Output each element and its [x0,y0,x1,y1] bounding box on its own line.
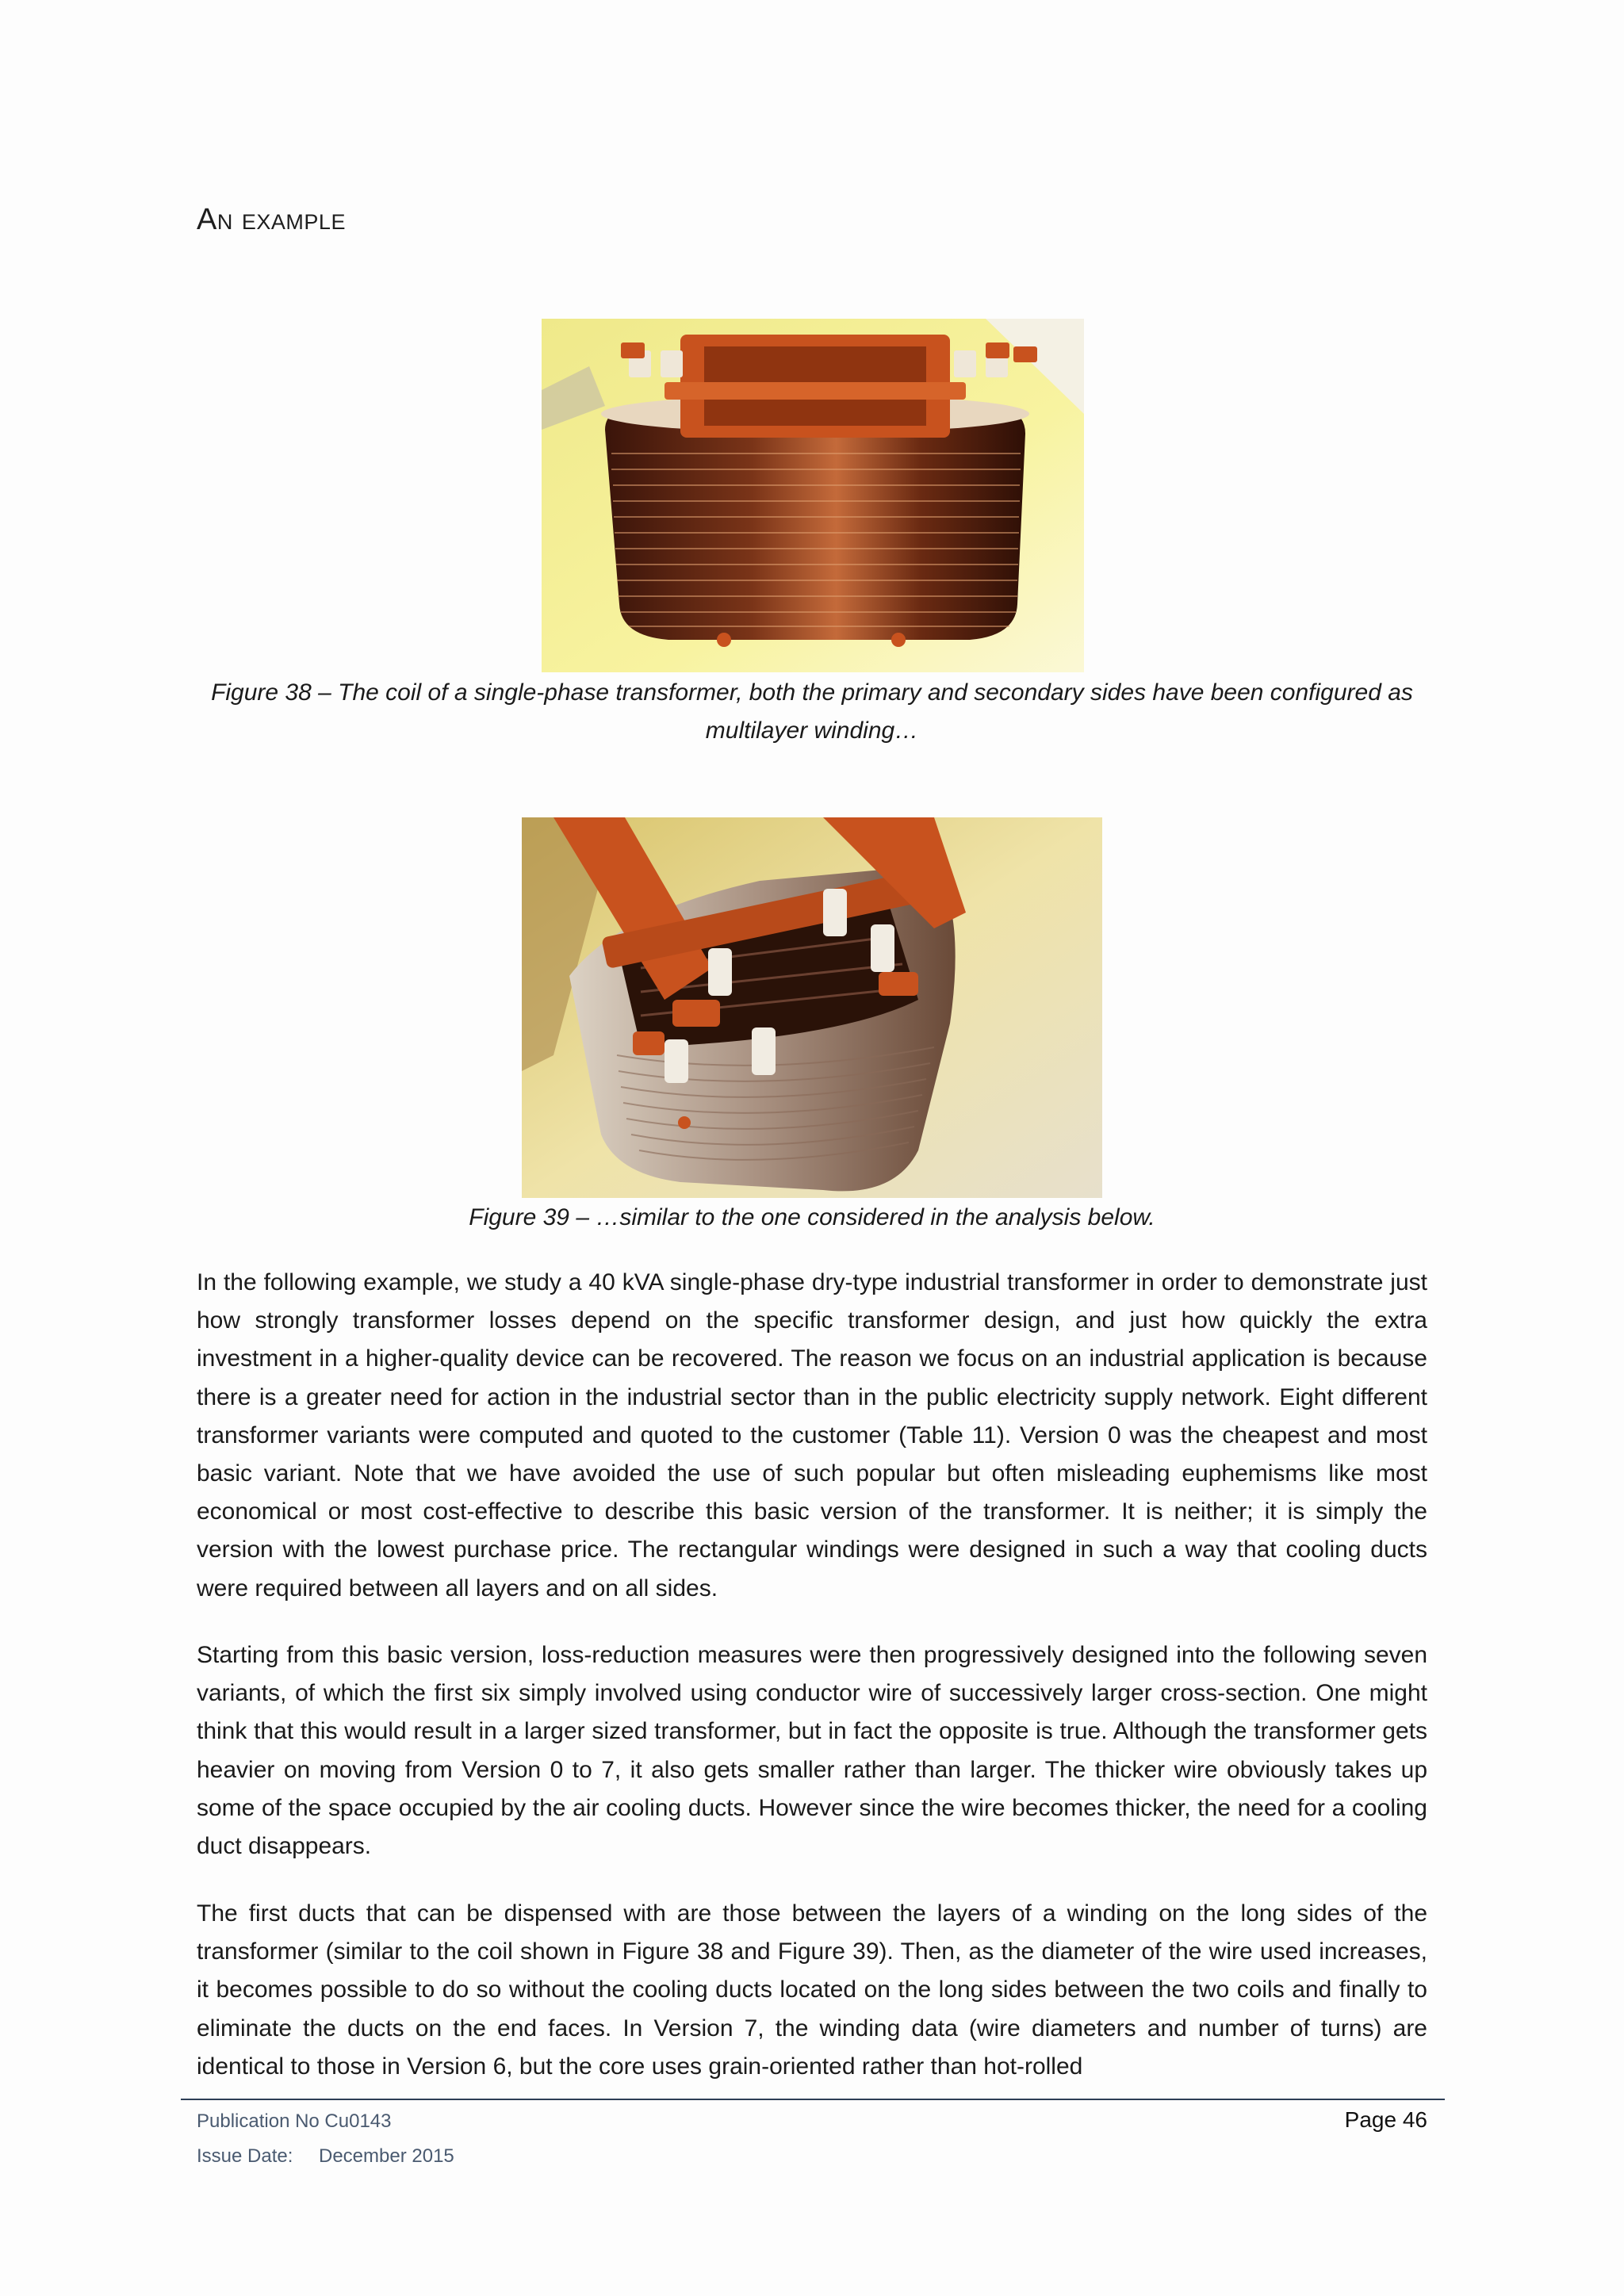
section-heading: An example [197,203,346,236]
transformer-coil-photo [542,319,1084,672]
publication-number: Publication No Cu0143 [197,2110,392,2132]
figure-38-photo [542,319,1084,672]
issue-date-value: December 2015 [319,2145,454,2167]
transformer-coil-closeup-photo [522,817,1102,1198]
figure-39-photo [522,817,1102,1198]
page-number: Page 46 [1344,2107,1427,2132]
figure-38-caption: Figure 38 – The coil of a single-phase transformer, both the primary and secondary sides have been configured as multilayer winding… [211,679,1413,744]
figure-39-caption: Figure 39 – …similar to the one considered in the analysis below. [469,1204,1155,1230]
body-paragraph-2: Starting from this basic version, loss-reduction measures were then progressively designed into the following seven variants, of which the first six simply involved using conductor wire of successively larger cross-section. One might think that this would result in a larger sized transformer, but in fact the opposite is true. Although the transformer gets heavier on moving from Version 0 to 7, it also gets smaller rather than larger. The thicker wire obviously takes up some of the space occupied by the air cooling ducts. However since the wire becomes thicker, the need for a cooling duct disappears. [197,1642,1427,1860]
footer-rule [181,2099,1445,2100]
body-paragraph-3: The first ducts that can be dispensed with are those between the layers of a winding on the long sides of the transformer (similar to the coil shown in Figure 38 and Figure 39). Then, as the diameter of the wire used increases, it becomes possible to do so without the cooling ducts located on the long sides between the two coils and finally to eliminate the ducts on the end faces. In Version 7, the winding data (wire diameters and number of turns) are identical to those in Version 6, but the core uses grain-oriented rather than hot-rolled [197,1900,1427,2080]
issue-date-label: Issue Date: [197,2145,293,2167]
body-paragraph-1: In the following example, we study a 40 kVA single-phase dry-type industrial transformer in order to demonstrate just how strongly transformer losses depend on the specific transformer design, and just how quickly the extra investment in a higher-quality device can be recovered. The reason we focus on an industrial application is because there is a greater need for action in the industrial sector than in the public electricity supply network. Eight different transformer variants were computed and quoted to the customer (Table 11). Version 0 was the cheapest and most basic variant. Note that we have avoided the use of such popular but often misleading euphemisms like most economical or most cost-effective to describe this basic version of the transformer. It is neither; it is simply the version with the lowest purchase price. The rectangular windings were designed in such a way that cooling ducts were required between all layers and on all sides. [197,1269,1427,1601]
issue-date [197,2145,454,2168]
